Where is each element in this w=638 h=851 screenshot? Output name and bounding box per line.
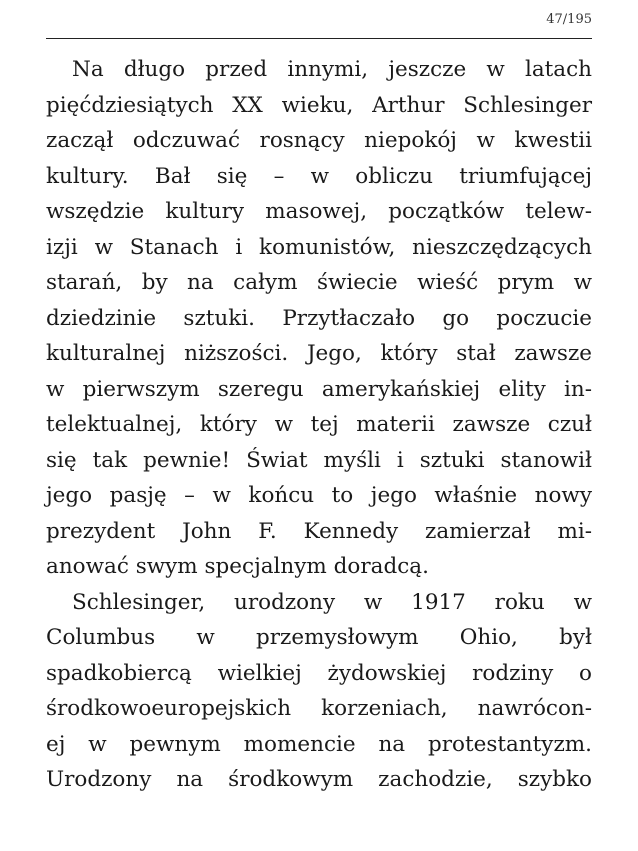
paragraph (46, 52, 592, 585)
text-line: pięćdziesiątych XX wieku, Arthur Schlesinger (46, 92, 592, 118)
text-line: telektualnej, który w tej materii zawsze czuł (46, 412, 592, 437)
text-line: starań, by na całym świecie wieść prym w (46, 270, 592, 295)
text-line: zaczął odczuwać rosnący niepokój w kwestii (46, 128, 592, 153)
text-line: w pierwszym szeregu amerykańskiej elity in- (46, 376, 592, 402)
text-line: Urodzony na środkowym zachodzie, szybko (46, 767, 592, 792)
page-counter: 47/195 (546, 12, 592, 27)
text-line: Columbus w przemysłowym Ohio, był (46, 625, 592, 650)
text-line: środkowoeuropejskich korzeniach, nawrócon- (46, 696, 592, 721)
text-line: izji w Stanach i komunistów, nieszczędzących (46, 234, 592, 260)
text-line: ej w pewnym momencie na protestantyzm. (46, 731, 592, 757)
text-line: spadkobiercą wielkiej żydowskiej rodziny o (46, 660, 592, 686)
text-line: jego pasję – w końcu to jego właśnie nowy (46, 483, 592, 508)
paragraph (46, 585, 592, 798)
text-line: dziedzinie sztuki. Przytłaczało go poczucie (46, 305, 592, 331)
text-line: wszędzie kultury masowej, początków telew- (46, 199, 592, 224)
text-line: kultury. Bał się – w obliczu triumfującej (46, 163, 592, 189)
text-line: prezydent John F. Kennedy zamierzał mi- (46, 518, 592, 544)
page-header (46, 0, 592, 39)
text-line: Na długo przed innymi, jeszcze w latach (72, 57, 592, 82)
book-text (46, 52, 592, 798)
text-line: się tak pewnie! Świat myśli i sztuki stanowił (46, 447, 592, 473)
text-line: anować swym specjalnym doradcą. (46, 554, 429, 579)
text-line: kulturalnej niższości. Jego, który stał zawsze (46, 341, 592, 366)
text-line: Schlesinger, urodzony w 1917 roku w (72, 589, 592, 615)
